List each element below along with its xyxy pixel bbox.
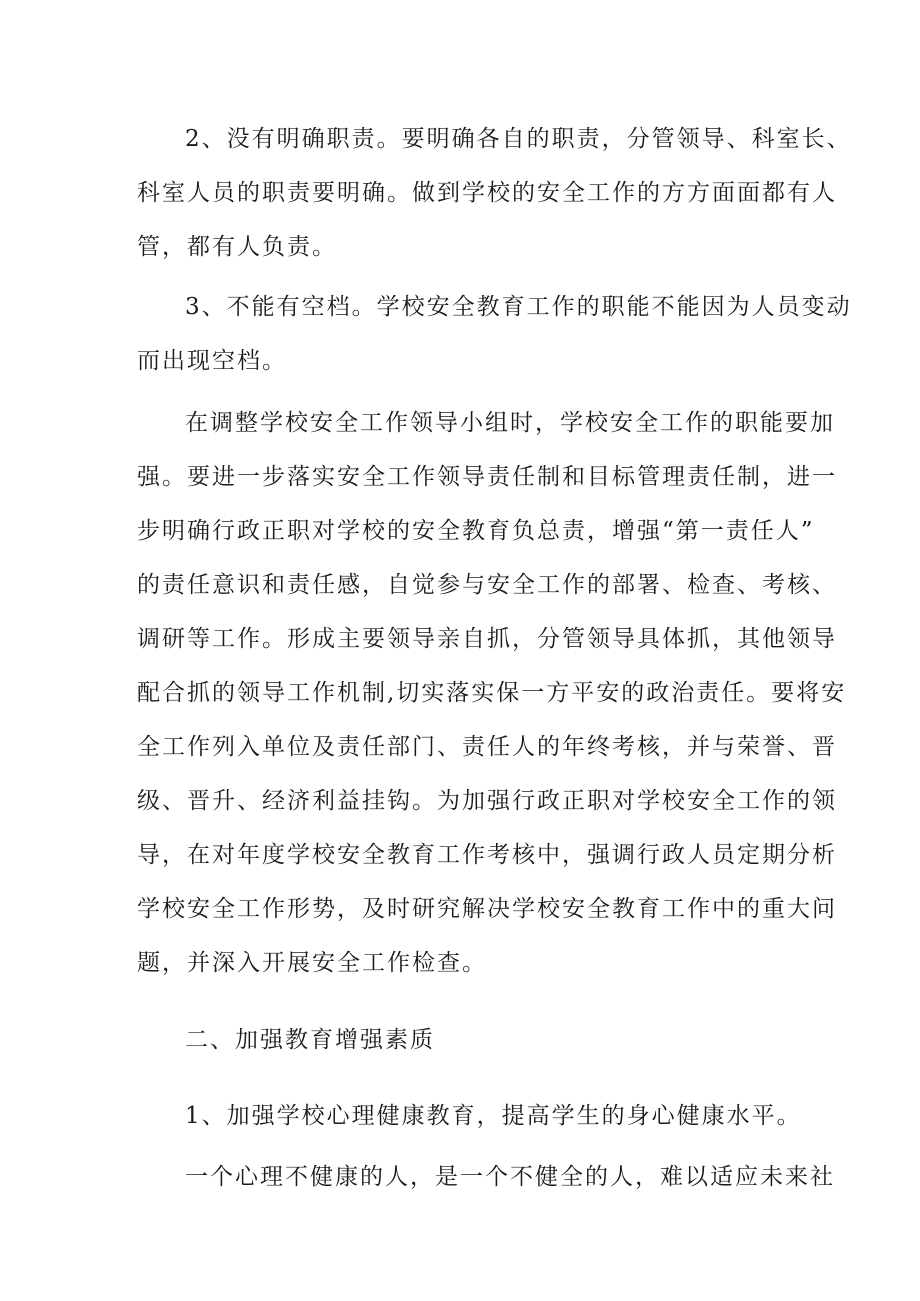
paragraph-duty xyxy=(137,112,852,274)
section-heading xyxy=(137,1013,797,1067)
paragraph-no-gap xyxy=(137,280,852,388)
paragraph-mental-health xyxy=(137,1089,802,1143)
heading-line: 二、加强教育增强素质 xyxy=(185,1027,435,1053)
text-line: 步明确行政正职对学校的安全教育负总责，增强“第一责任人” xyxy=(137,518,815,544)
text-line: 级、晋升、经济利益挂钩。为加强行政正职对学校安全工作的领 xyxy=(137,788,837,814)
text-line: 题，并深入开展安全工作检查。 xyxy=(137,950,487,976)
text-line: 学校安全工作形势，及时研究解决学校安全教育工作中的重大问 xyxy=(137,896,837,922)
text-line: 科室人员的职责要明确。做到学校的安全工作的方方面面都有人 xyxy=(137,180,837,206)
text-line: 配合抓的领导工作机制,切实落实保一方平安的政治责任。要将安 xyxy=(137,680,847,706)
text-line: 一个心理不健康的人，是一个不健全的人，难以适应未来社 xyxy=(185,1164,835,1190)
paragraph-adjust-leadership xyxy=(137,396,847,990)
text-line: 强。要进一步落实安全工作领导责任制和目标管理责任制，进一 xyxy=(137,464,837,490)
text-line: 3、不能有空档。学校安全教育工作的职能不能因为人员变动 xyxy=(185,294,852,320)
text-line: 而出现空档。 xyxy=(137,348,287,374)
paragraph-unhealthy-person xyxy=(137,1150,835,1204)
text-line: 在调整学校安全工作领导小组时，学校安全工作的职能要加 xyxy=(185,410,835,436)
text-line: 调研等工作。形成主要领导亲自抓，分管领导具体抓，其他领导 xyxy=(137,626,837,652)
text-line: 导，在对年度学校安全教育工作考核中，强调行政人员定期分析 xyxy=(137,842,837,868)
text-line: 2、没有明确职责。要明确各自的职责，分管领导、科室长、 xyxy=(185,126,852,152)
text-line: 1、加强学校心理健康教育，提高学生的身心健康水平。 xyxy=(185,1103,802,1129)
text-line: 全工作列入单位及责任部门、责任人的年终考核，并与荣誉、晋 xyxy=(137,734,837,760)
text-line: 管，都有人负责。 xyxy=(137,234,337,260)
text-line: 的责任意识和责任感，自觉参与安全工作的部署、检查、考核、 xyxy=(137,572,837,598)
